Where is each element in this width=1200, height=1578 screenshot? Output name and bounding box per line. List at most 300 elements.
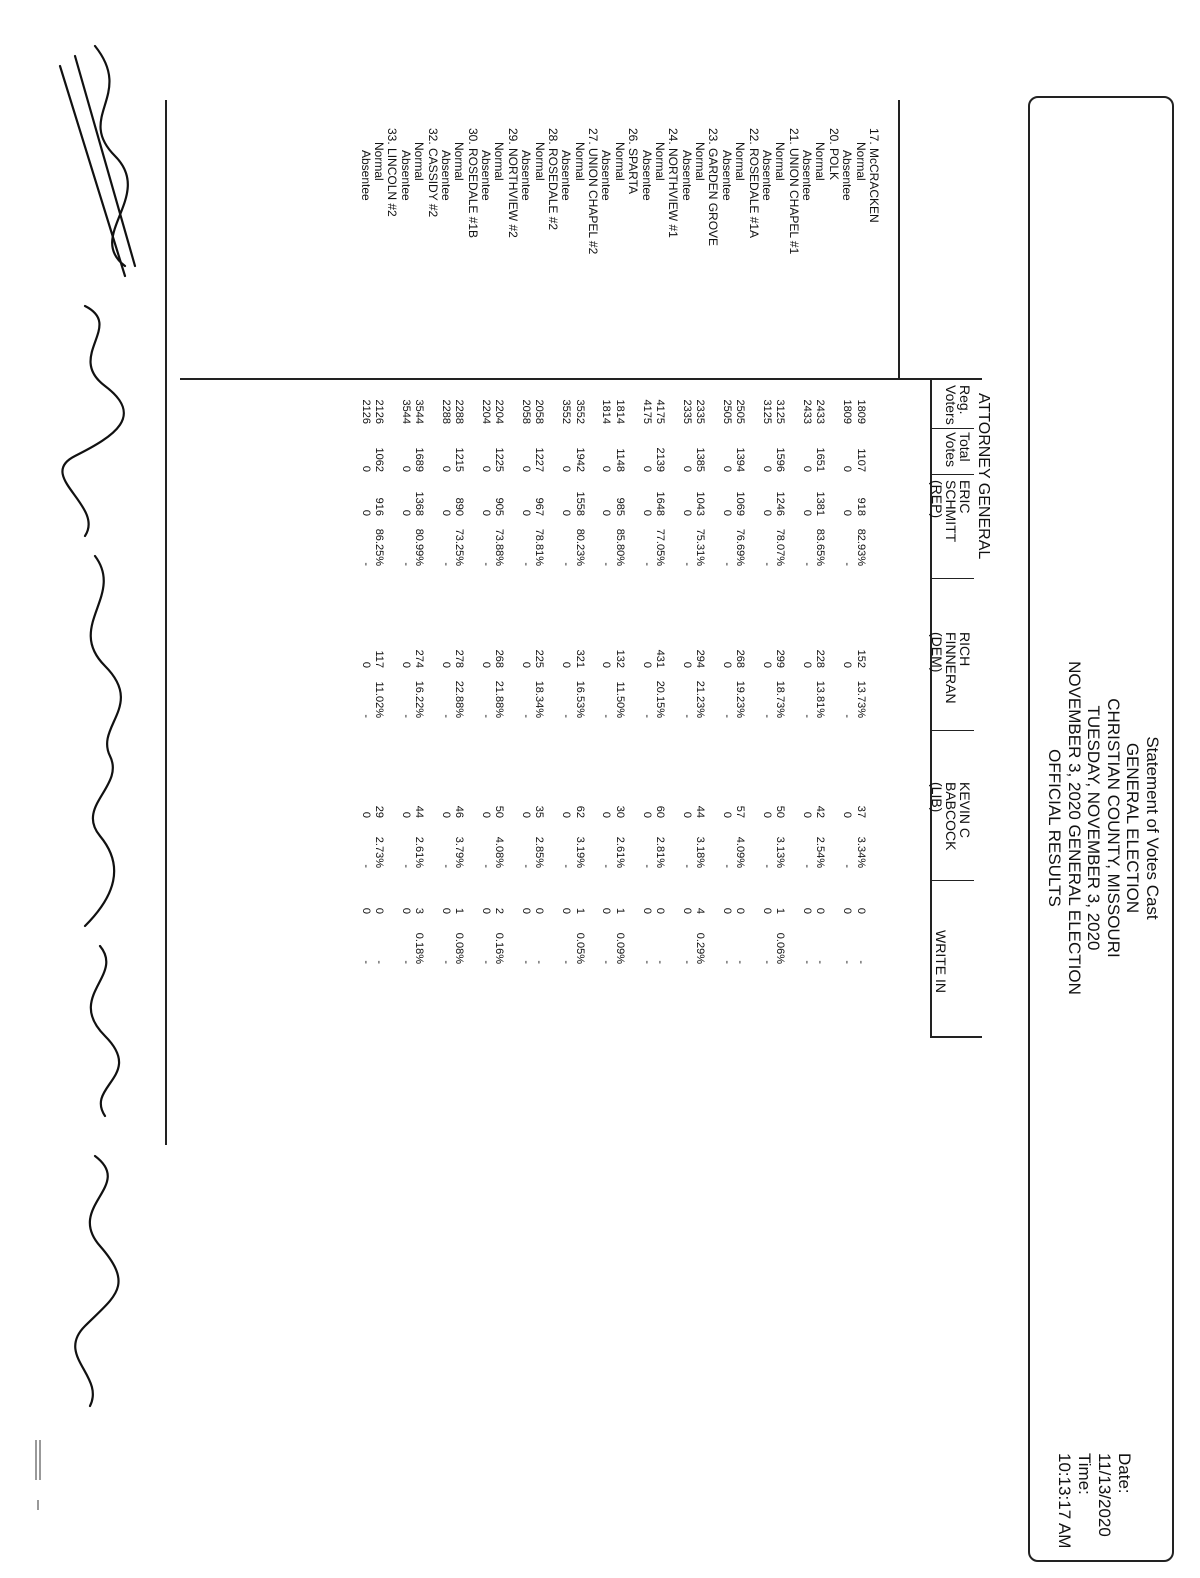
- precinct-name: 24. NORTHVIEW #1: [666, 128, 681, 238]
- cell-wi: 0: [653, 907, 666, 914]
- cell-wi-pct: -: [801, 960, 814, 964]
- cell-lib-pct: -: [640, 864, 653, 868]
- col-sep: [932, 578, 974, 579]
- table-row: [813, 0, 826, 1578]
- cell-reg: 2505: [720, 399, 733, 424]
- cell-wi: 0: [640, 907, 653, 914]
- col-header-line: Total: [957, 432, 973, 462]
- row-type-label: Absentee: [519, 150, 534, 201]
- cell-dem: 225: [533, 649, 546, 668]
- col-header-line: Voters: [943, 385, 959, 425]
- cell-rep-pct: 82.93%: [854, 528, 867, 566]
- cell-dem: 294: [694, 649, 707, 668]
- precinct-name: 32. CASSIDY #2: [425, 128, 440, 218]
- cell-lib-pct: -: [720, 864, 733, 868]
- cell-wi: 4: [694, 907, 707, 914]
- cell-dem-pct: 18.34%: [533, 680, 546, 718]
- cell-wi: 0: [854, 907, 867, 914]
- scan-marks: [28, 1440, 48, 1520]
- cell-rep: 0: [720, 509, 733, 516]
- cell-rep-pct: 78.81%: [533, 528, 546, 566]
- cell-total: 1062: [372, 447, 385, 472]
- cell-wi-pct: -: [640, 960, 653, 964]
- cell-wi: 0: [734, 907, 747, 914]
- table-row: [773, 0, 786, 1578]
- cell-wi: 0: [600, 907, 613, 914]
- cell-rep: 0: [399, 509, 412, 516]
- table-row: [398, 0, 411, 1578]
- col-total-votes: [944, 432, 972, 467]
- cell-lib-pct: 3.18%: [694, 836, 707, 868]
- cell-wi: 0: [359, 907, 372, 914]
- title-line: Statement of Votes Cast: [1143, 736, 1162, 920]
- col-schmitt: [930, 480, 972, 542]
- cell-rep-pct: 85.80%: [613, 528, 626, 566]
- cell-wi-pct: -: [841, 960, 854, 964]
- cell-rep: 905: [493, 497, 506, 516]
- cell-reg: 4175: [640, 399, 653, 424]
- row-type-label: Normal: [492, 142, 507, 181]
- title-line: TUESDAY, NOVEMBER 3, 2020: [1084, 705, 1104, 951]
- cell-rep: 1043: [694, 491, 707, 516]
- cell-wi: 0: [814, 907, 827, 914]
- cell-reg: 1809: [854, 399, 867, 424]
- cell-total: 1394: [734, 447, 747, 472]
- cell-lib: 57: [734, 805, 747, 818]
- col-header-line: (DEM): [929, 632, 945, 673]
- cell-lib: 0: [841, 811, 854, 818]
- cell-rep-pct: -: [520, 562, 533, 566]
- cell-lib-pct: -: [680, 864, 693, 868]
- cell-reg: 3552: [560, 399, 573, 424]
- cell-dem: 0: [720, 661, 733, 668]
- cell-lib-pct: 3.19%: [573, 836, 586, 868]
- cell-wi-pct: -: [653, 960, 666, 964]
- cell-lib-pct: 3.34%: [854, 836, 867, 868]
- table-row: [800, 0, 813, 1578]
- cell-wi-pct: 0.06%: [774, 932, 787, 964]
- table-row: [519, 0, 532, 1578]
- cell-dem-pct: -: [680, 714, 693, 718]
- table-row: [679, 0, 692, 1578]
- precinct-name: 29. NORTHVIEW #2: [505, 128, 520, 238]
- cell-rep: 1246: [774, 491, 787, 516]
- cell-rep: 918: [854, 497, 867, 516]
- row-type-label: Absentee: [559, 150, 574, 201]
- table-row: [492, 0, 505, 1578]
- cell-rep: 0: [640, 509, 653, 516]
- cell-rep-pct: 86.25%: [372, 528, 385, 566]
- cell-lib-pct: 2.61%: [413, 836, 426, 868]
- cell-rep-pct: -: [680, 562, 693, 566]
- cell-reg: 2204: [479, 399, 492, 424]
- cell-wi: 1: [774, 907, 787, 914]
- table-row: [452, 0, 465, 1578]
- cell-rep-pct: 80.23%: [573, 528, 586, 566]
- cell-dem-pct: 16.22%: [413, 680, 426, 718]
- col-header-line: (REP): [929, 480, 945, 519]
- table-row: [532, 0, 545, 1578]
- race-title: ATTORNEY GENERAL: [975, 393, 992, 560]
- cell-rep: 0: [479, 509, 492, 516]
- cell-lib-pct: 3.79%: [453, 836, 466, 868]
- cell-lib: 0: [439, 811, 452, 818]
- cell-lib-pct: -: [560, 864, 573, 868]
- cell-reg: 2335: [680, 399, 693, 424]
- report-title: [1045, 478, 1172, 1178]
- cell-wi-pct: -: [372, 960, 385, 964]
- title-line: NOVEMBER 3, 2020 GENERAL ELECTION: [1065, 661, 1084, 995]
- cell-lib: 46: [453, 805, 466, 818]
- row-type-label: Normal: [653, 142, 667, 181]
- cell-reg: 2288: [453, 399, 466, 424]
- row-type-label: Normal: [372, 142, 387, 181]
- cell-rep-pct: -: [801, 562, 814, 566]
- cell-total: 1107: [854, 448, 867, 472]
- cell-dem: 0: [680, 661, 693, 668]
- cell-lib: 29: [372, 805, 385, 818]
- cell-wi-pct: -: [680, 960, 693, 964]
- cell-rep: 0: [359, 509, 372, 516]
- cell-rep: 985: [613, 497, 626, 516]
- precinct-name: 22. ROSEDALE #1A: [746, 128, 761, 239]
- cell-wi-pct: -: [760, 960, 773, 964]
- table-bottom-rule: [166, 100, 168, 1145]
- precinct-name: 30. ROSEDALE #1B: [465, 128, 480, 239]
- cell-wi-pct: -: [479, 960, 492, 964]
- table-row: [358, 0, 371, 1578]
- table-row: [612, 0, 625, 1578]
- cell-lib: 0: [520, 811, 533, 818]
- row-type-label: Absentee: [639, 150, 654, 201]
- cell-dem-pct: 20.15%: [653, 680, 666, 718]
- cell-dem: 0: [841, 661, 854, 668]
- cell-total: 1215: [453, 447, 466, 472]
- report-time: Time: 10:13:17 AM: [1055, 1453, 1094, 1549]
- cell-rep-pct: -: [359, 562, 372, 566]
- cell-lib-pct: -: [479, 864, 492, 868]
- cell-dem-pct: -: [841, 714, 854, 718]
- cell-dem-pct: -: [399, 714, 412, 718]
- cell-dem: 321: [573, 649, 586, 668]
- cell-wi: 3: [413, 907, 426, 914]
- row-type-label: Normal: [572, 142, 587, 181]
- cell-rep: 0: [600, 509, 613, 516]
- cell-dem: 0: [560, 661, 573, 668]
- col-sep: [932, 474, 974, 475]
- cell-wi-pct: -: [520, 960, 533, 964]
- row-type-label: Normal: [693, 142, 708, 181]
- cell-lib-pct: -: [520, 864, 533, 868]
- cell-reg: 2288: [439, 399, 452, 424]
- cell-dem-pct: 11.02%: [372, 681, 385, 718]
- cell-rep: 0: [801, 509, 814, 516]
- table-right-rule: [930, 1036, 982, 1038]
- cell-wi: 0: [801, 907, 814, 914]
- cell-rep: 1069: [734, 491, 747, 516]
- table-row: [719, 0, 732, 1578]
- cell-dem-pct: -: [720, 714, 733, 718]
- cell-total: 0: [520, 465, 533, 472]
- cell-rep-pct: 78.07%: [774, 528, 787, 566]
- cell-rep-pct: 77.05%: [653, 528, 666, 566]
- cell-total: 0: [760, 465, 773, 472]
- cell-wi-pct: 0.08%: [453, 932, 466, 964]
- cell-dem: 268: [493, 649, 506, 668]
- cell-wi-pct: -: [439, 960, 452, 964]
- row-type-label: Normal: [452, 142, 467, 181]
- cell-lib-pct: -: [841, 864, 854, 868]
- table-row: [840, 0, 853, 1578]
- cell-wi-pct: -: [600, 960, 613, 964]
- cell-wi: 0: [560, 907, 573, 914]
- cell-total: 0: [479, 465, 492, 472]
- cell-reg: 3552: [573, 399, 586, 424]
- cell-wi: 1: [453, 907, 466, 914]
- cell-dem: 0: [801, 661, 814, 668]
- cell-dem-pct: -: [640, 714, 653, 718]
- row-type-label: Absentee: [719, 150, 734, 201]
- table-row: [599, 0, 612, 1578]
- cell-lib: 60: [653, 805, 666, 818]
- cell-total: 1942: [573, 447, 586, 472]
- cell-wi: 0: [760, 907, 773, 914]
- table-row: [853, 0, 866, 1578]
- cell-lib: 62: [573, 805, 586, 818]
- cell-reg: 2433: [801, 399, 814, 424]
- col-sep: [932, 730, 974, 731]
- cell-dem: 228: [814, 649, 827, 668]
- table-row: [438, 0, 451, 1578]
- row-type-label: Normal: [733, 142, 748, 181]
- col-header-line: ERIC: [957, 480, 973, 514]
- cell-dem-pct: 16.53%: [573, 680, 586, 718]
- cell-lib: 0: [359, 811, 372, 818]
- title-line: CHRISTIAN COUNTY, MISSOURI: [1104, 698, 1123, 958]
- cell-dem-pct: 22.88%: [453, 680, 466, 718]
- cell-dem: 0: [640, 661, 653, 668]
- cell-rep: 1368: [413, 491, 426, 516]
- cell-rep: 0: [520, 509, 533, 516]
- cell-rep-pct: 76.69%: [734, 528, 747, 566]
- title-line: GENERAL ELECTION: [1123, 742, 1143, 914]
- cell-wi: 0: [720, 907, 733, 914]
- cell-dem-pct: -: [560, 714, 573, 718]
- cell-total: 0: [399, 465, 412, 472]
- cell-dem: 152: [854, 649, 867, 668]
- cell-wi-pct: 0.16%: [493, 932, 506, 964]
- cell-total: 1651: [814, 447, 827, 472]
- cell-total: 0: [439, 465, 452, 472]
- cell-wi: 0: [841, 907, 854, 914]
- cell-reg: 1814: [600, 399, 613, 424]
- cell-reg: 3125: [774, 399, 787, 424]
- cell-rep: 890: [453, 497, 466, 516]
- cell-total: 0: [640, 465, 653, 472]
- cell-total: 1148: [613, 448, 626, 472]
- cell-rep-pct: -: [600, 562, 613, 566]
- precinct-name: 23. GARDEN GROVE: [706, 128, 721, 247]
- table-row: [372, 0, 385, 1578]
- cell-dem-pct: 19.23%: [734, 680, 747, 718]
- cell-dem-pct: -: [600, 714, 613, 718]
- cell-lib: 42: [814, 805, 827, 818]
- cell-lib-pct: 2.81%: [653, 836, 666, 868]
- cell-total: 2139: [653, 447, 666, 472]
- report-date: Date: 11/13/2020: [1095, 1453, 1134, 1537]
- cell-dem-pct: 21.23%: [694, 680, 707, 718]
- precinct-name: 26. SPARTA: [626, 128, 641, 195]
- row-type-label: Absentee: [760, 150, 774, 201]
- cell-dem-pct: -: [479, 714, 492, 718]
- cell-lib: 0: [720, 811, 733, 818]
- col-header-line: (LIB): [929, 782, 945, 813]
- cell-lib-pct: -: [399, 864, 412, 868]
- cell-dem: 0: [479, 661, 492, 668]
- cell-rep-pct: -: [439, 562, 452, 566]
- cell-lib: 0: [399, 811, 412, 818]
- cell-reg: 2126: [359, 399, 372, 424]
- cell-rep: 0: [760, 509, 773, 516]
- cell-wi-pct: 0.05%: [573, 932, 586, 964]
- cell-lib-pct: -: [600, 864, 613, 868]
- cell-reg: 2058: [533, 399, 546, 424]
- cell-reg: 2126: [372, 399, 385, 424]
- cell-rep: 0: [841, 509, 854, 516]
- col-header-line: FINNERAN: [943, 632, 959, 704]
- col-header-line: BABCOCK: [943, 782, 959, 851]
- cell-lib-pct: -: [760, 864, 773, 868]
- cell-reg: 2058: [520, 399, 533, 424]
- cell-lib-pct: -: [439, 864, 452, 868]
- col-babcock: [930, 782, 972, 850]
- table-row: [572, 0, 585, 1578]
- row-type-label: Absentee: [358, 150, 373, 201]
- cell-lib-pct: 2.54%: [814, 836, 827, 868]
- cell-dem: 268: [734, 649, 747, 668]
- precinct-name: 21. UNION CHAPEL #1: [786, 128, 801, 255]
- row-type-label: Normal: [412, 142, 427, 181]
- cell-total: 0: [359, 465, 372, 472]
- cell-lib-pct: 3.13%: [774, 836, 787, 868]
- row-type-label: Absentee: [479, 150, 494, 201]
- cell-dem-pct: 18.73%: [774, 680, 787, 718]
- row-type-label: Absentee: [398, 150, 413, 201]
- table-row: [760, 0, 773, 1578]
- header-underline: [931, 378, 933, 1038]
- cell-rep: 967: [533, 497, 546, 516]
- cell-total: 1225: [493, 447, 506, 472]
- row-type-label: Normal: [532, 142, 547, 181]
- cell-rep-pct: 73.88%: [493, 528, 506, 566]
- cell-dem: 0: [359, 661, 372, 668]
- cell-lib: 0: [640, 811, 653, 818]
- cell-reg: 2204: [493, 399, 506, 424]
- cell-rep: 1648: [653, 491, 666, 516]
- precinct-name: 17. McCRACKEN: [867, 128, 881, 223]
- cell-rep: 916: [372, 497, 385, 516]
- rule-end: [180, 378, 182, 380]
- cell-wi: 0: [520, 907, 533, 914]
- cell-dem: 299: [774, 649, 787, 668]
- cell-dem: 0: [520, 661, 533, 668]
- cell-rep-pct: 83.65%: [814, 528, 827, 566]
- cell-wi-pct: -: [399, 960, 412, 964]
- row-type-label: Normal: [773, 142, 788, 181]
- col-sep: [932, 428, 974, 429]
- precinct-name: 27. UNION CHAPEL #2: [586, 128, 601, 255]
- cell-rep-pct: -: [720, 562, 733, 566]
- cell-dem-pct: -: [760, 714, 773, 718]
- cell-rep: 0: [560, 509, 573, 516]
- cell-dem-pct: -: [439, 714, 452, 718]
- cell-reg: 3544: [399, 399, 412, 424]
- precinct-name: 20. POLK: [826, 128, 841, 181]
- cell-wi: 2: [493, 907, 506, 914]
- cell-dem: 274: [413, 649, 426, 668]
- cell-wi: 1: [573, 907, 586, 914]
- row-type-label: Normal: [612, 142, 627, 181]
- cell-lib: 50: [493, 805, 506, 818]
- cell-reg: 1809: [841, 399, 854, 424]
- cell-total: 1596: [774, 447, 787, 472]
- cell-dem: 0: [399, 661, 412, 668]
- row-type-label: Absentee: [599, 150, 614, 201]
- cell-rep-pct: -: [479, 562, 492, 566]
- table-row: [733, 0, 746, 1578]
- cell-rep-pct: -: [760, 562, 773, 566]
- cell-wi-pct: -: [359, 960, 372, 964]
- title-line: OFFICIAL RESULTS: [1045, 749, 1065, 907]
- cell-dem-pct: 13.73%: [854, 680, 867, 718]
- col-write-in: [934, 930, 948, 993]
- cell-rep-pct: 73.25%: [453, 528, 466, 566]
- cell-wi-pct: -: [560, 960, 573, 964]
- cell-lib: 0: [801, 811, 814, 818]
- row-type-label: Normal: [813, 142, 828, 181]
- table-row: [412, 0, 425, 1578]
- cell-lib: 0: [479, 811, 492, 818]
- cell-lib-pct: 4.08%: [493, 836, 506, 868]
- row-type-label: Absentee: [439, 150, 453, 201]
- cell-lib-pct: 2.61%: [613, 836, 626, 868]
- table-row: [559, 0, 572, 1578]
- table-row: [693, 0, 706, 1578]
- col-reg-voters: [944, 385, 972, 425]
- cell-dem-pct: -: [359, 714, 372, 718]
- cell-total: 0: [680, 465, 693, 472]
- signature-handwriting: [15, 36, 155, 1436]
- cell-reg: 3125: [760, 399, 773, 424]
- cell-total: 1385: [694, 447, 707, 472]
- col-sep: [932, 880, 974, 881]
- cell-lib: 35: [533, 805, 546, 818]
- cell-dem: 278: [453, 649, 466, 668]
- cell-rep-pct: -: [841, 562, 854, 566]
- cell-lib: 0: [680, 811, 693, 818]
- cell-lib: 44: [694, 805, 707, 818]
- cell-dem-pct: -: [801, 714, 814, 718]
- cell-reg: 2505: [734, 399, 747, 424]
- cell-wi: 0: [399, 907, 412, 914]
- cell-wi-pct: 0.09%: [613, 932, 626, 964]
- cell-wi: 0: [479, 907, 492, 914]
- cell-dem-pct: 13.81%: [814, 680, 827, 718]
- cell-dem-pct: -: [520, 714, 533, 718]
- col-header-line: SCHMITT: [943, 480, 959, 543]
- col-header-line: Votes: [943, 432, 959, 468]
- col-header-line: KEVIN C: [957, 782, 973, 839]
